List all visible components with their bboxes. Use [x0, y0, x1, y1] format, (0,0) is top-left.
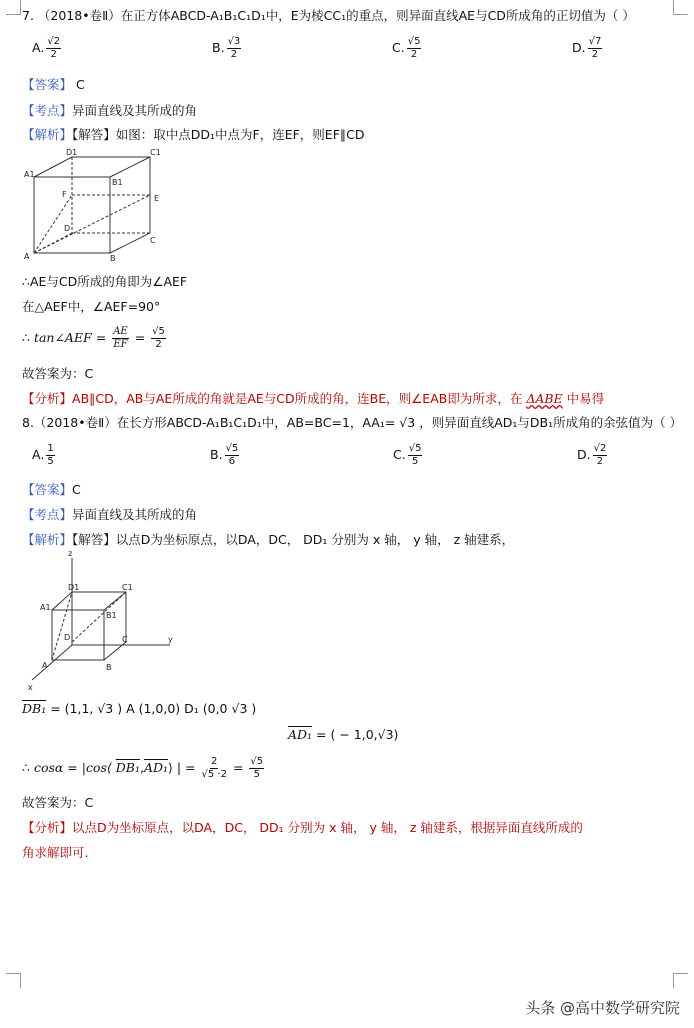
option-label: D. — [577, 447, 591, 462]
label-c1: C1 — [150, 148, 161, 157]
therefore: ∴ — [22, 330, 34, 345]
remark-end: 中易得 — [562, 391, 605, 406]
answer-tag: 【答案】 — [22, 77, 73, 92]
q7-stem: 7. （2018•卷Ⅱ）在正方体ABCD-A₁B₁C₁D₁中，E为棱CC₁的重点，则异面直线AE与CD所成角的正切值为（ ） — [22, 8, 635, 23]
denominator: 5 — [47, 456, 54, 467]
close: ⟩ | = — [168, 760, 200, 775]
label-d1: D1 — [66, 148, 78, 157]
q8-cosine — [22, 756, 266, 781]
vector-value: = (1,1, √3 ) A (1,0,0) D₁ (0,0 √3 ) — [46, 701, 257, 716]
label-c: C — [122, 635, 128, 644]
option-label: D. — [572, 40, 586, 55]
label-b1: B1 — [106, 611, 117, 620]
numerator: √5 — [152, 326, 165, 337]
label-x: x — [28, 683, 33, 692]
watermark-footer: 头条 @高中数学研究院 — [525, 999, 680, 1017]
option-label: C. — [393, 447, 406, 462]
denominator: 2 — [591, 49, 599, 60]
q7-point — [22, 101, 197, 119]
margin-mark — [673, 973, 688, 988]
option-label: C. — [392, 40, 405, 55]
label-a1: A1 — [24, 170, 35, 179]
label-z: z — [68, 550, 73, 558]
margin-mark — [673, 0, 688, 15]
label-y: y — [168, 635, 173, 644]
q7-option-d[interactable] — [572, 36, 604, 61]
point-tag: 【考点】 — [22, 507, 73, 522]
point-tag: 【考点】 — [22, 103, 73, 118]
label-f: F — [62, 190, 67, 199]
numerator: √3 — [227, 36, 241, 47]
q8-prism-figure — [22, 550, 177, 693]
numerator: 2 — [211, 756, 218, 767]
q8-remark — [22, 818, 583, 836]
numerator: √5 — [225, 443, 239, 454]
q8-vector-db1 — [22, 701, 256, 716]
denominator: 2 — [596, 456, 604, 467]
answer-value: C — [72, 77, 85, 92]
q7-step-3 — [22, 326, 168, 351]
q8-conclusion: 故答案为：C — [22, 795, 94, 810]
label-d1: D1 — [68, 583, 80, 592]
margin-mark — [6, 973, 21, 988]
q8-option-b[interactable] — [210, 443, 241, 468]
denominator: EF — [113, 339, 128, 350]
expr: cosα = |cos⟨ — [33, 760, 116, 775]
label-d: D — [64, 633, 71, 642]
point-text: 异面直线及其所成的角 — [72, 507, 198, 522]
label-c1: C1 — [122, 583, 133, 592]
point-text: 异面直线及其所成的角 — [72, 103, 198, 118]
separator: , — [139, 760, 144, 775]
option-label: A. — [32, 447, 45, 462]
q8-analysis — [22, 530, 514, 548]
numerator: √5 — [407, 36, 421, 47]
q8-stem: 8.（2018•卷Ⅱ）在长方形ABCD-A₁B₁C₁D₁中，AB=BC=1，AA₁= √3 ，则异面直线AD₁与DB₁所成角的余弦值为（ ） — [22, 415, 683, 430]
denominator: 5 — [253, 769, 260, 780]
q8-vector-ad1 — [288, 727, 398, 742]
numerator: √2 — [47, 36, 61, 47]
denominator: 5 — [411, 456, 419, 467]
analysis-text: 【解答】以点D为坐标原点，以DA，DC， DD₁ 分别为 x 轴， y 轴， z 轴建系， — [72, 532, 515, 547]
option-label: A. — [32, 40, 45, 55]
numerator: √5 — [250, 756, 264, 767]
numerator: √7 — [588, 36, 602, 47]
vector-name: AD₁ — [288, 727, 313, 742]
label-a1: A1 — [40, 603, 51, 612]
therefore: ∴ — [22, 760, 34, 775]
q8-option-a[interactable] — [32, 443, 57, 468]
triangle-abe: ΔABE — [526, 391, 563, 406]
q7-conclusion: 故答案为：C — [22, 366, 94, 381]
denominator: 2 — [50, 49, 57, 60]
q7-answer — [22, 75, 85, 93]
analysis-tag: 【解析】 — [22, 127, 73, 142]
denominator: 2 — [230, 49, 238, 60]
denominator: 2 — [155, 339, 162, 350]
remark-tag: 【分析】 — [22, 820, 73, 835]
numerator: √5 — [408, 443, 422, 454]
answer-value: C — [72, 482, 81, 497]
q8-option-c[interactable] — [393, 443, 424, 468]
vector-ad1: AD₁ — [143, 760, 169, 775]
numerator: √2 — [593, 443, 607, 454]
q7-option-b[interactable] — [212, 36, 243, 61]
remark-tag: 【分析】 — [22, 391, 73, 406]
q8-point — [22, 505, 197, 523]
analysis-tag: 【解析】 — [22, 532, 73, 547]
label-a: A — [24, 252, 30, 261]
equals: = — [228, 760, 248, 775]
answer-tag: 【答案】 — [22, 482, 73, 497]
option-label: B. — [210, 447, 223, 462]
label-b1: B1 — [112, 178, 123, 187]
q7-option-a[interactable] — [32, 36, 63, 61]
label-d: D — [64, 224, 71, 233]
expr: tan∠AEF = — [33, 330, 111, 345]
label-b: B — [110, 254, 116, 262]
analysis-text: 【解答】如图：取中点DD₁中点为F，连EF，则EF∥CD — [72, 127, 365, 142]
q8-remark-2: 角求解即可. — [22, 845, 89, 860]
margin-mark — [6, 0, 21, 15]
q7-cube-figure — [22, 147, 167, 262]
option-label: B. — [212, 40, 225, 55]
numerator: 1 — [47, 443, 54, 454]
label-b: B — [106, 663, 112, 672]
denominator: √5 ·2 — [201, 769, 227, 780]
label-e: E — [154, 194, 160, 203]
q7-option-c[interactable] — [392, 36, 423, 61]
vector-name: DB₁ — [22, 701, 47, 716]
q7-step-2: 在△AEF中，∠AEF=90° — [22, 299, 161, 314]
q7-remark — [22, 389, 604, 407]
q8-answer — [22, 480, 81, 498]
label-c: C — [150, 236, 156, 245]
q7-analysis — [22, 125, 365, 143]
vector-value: = ( − 1,0,√3) — [312, 727, 399, 742]
remark-text: AB∥CD，AB与AE所成的角就是AE与CD所成的角，连BE，则∠EAB即为所求，在 — [72, 391, 527, 406]
q8-option-d[interactable] — [577, 443, 609, 468]
vector-db1: DB₁ — [115, 760, 140, 775]
numerator: AE — [113, 326, 128, 337]
equals: = — [130, 330, 150, 345]
denominator: 2 — [410, 49, 418, 60]
label-a: A — [42, 661, 48, 670]
q7-step-1: ∴AE与CD所成的角即为∠AEF — [22, 274, 188, 289]
denominator: 6 — [228, 456, 236, 467]
remark-text: 以点D为坐标原点，以DA，DC， DD₁ 分别为 x 轴， y 轴， z 轴建系，根据异面直线所成的 — [72, 820, 583, 835]
